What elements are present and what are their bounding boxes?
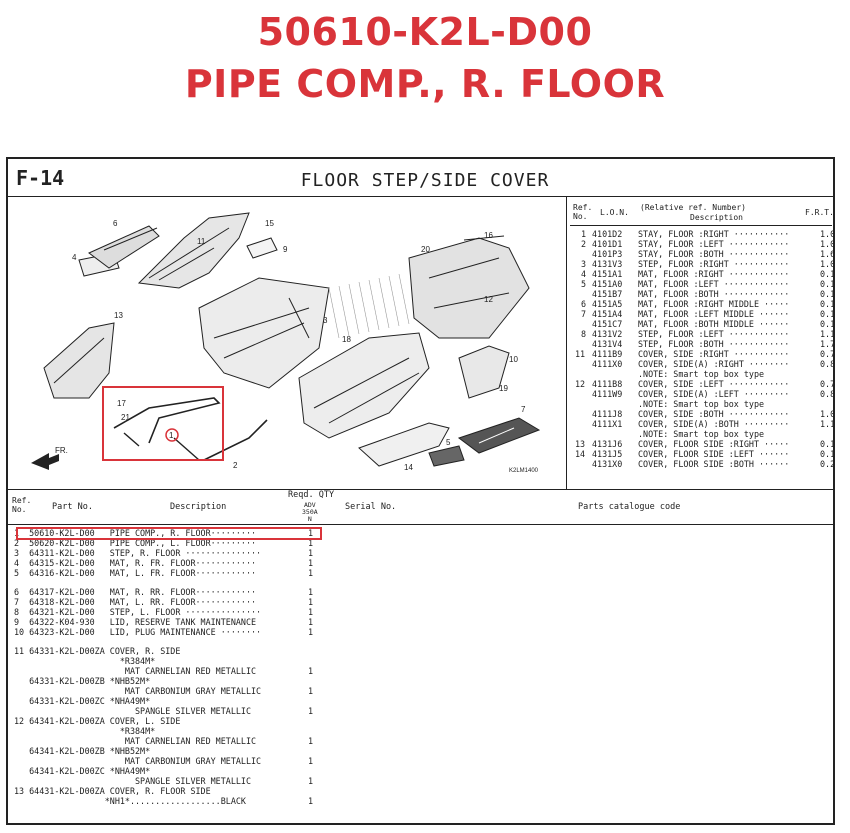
callout-12: 12 [484,295,493,304]
ref-row-description: MAT, FLOOR :RIGHT ············ [638,269,790,279]
ref-row-number: 2 [581,239,587,249]
parts-row-qty: 1 [308,666,314,676]
callout-15: 15 [265,219,274,228]
ref-row-lon: 4131V3 [592,259,623,269]
ref-row-number: 3 [581,259,587,269]
diagram-divider [8,489,833,490]
ref-row-description: STEP, FLOOR :RIGHT ··········· [638,259,790,269]
ref-row-description: COVER, FLOOR SIDE :LEFT ······ [638,449,790,459]
figure-code: F-14 [16,166,65,190]
ref-row-lon: 4111J8 [592,409,623,419]
parts-row: 64331-K2L-D00ZC *NHA49M* [14,696,151,706]
callout-11: 11 [197,237,206,246]
ref-row-description: STAY, FLOOR :BOTH ············ [638,249,790,259]
ref-row-frt: 0.8 [820,359,836,369]
ref-table-lon-header: L.O.N. [600,208,629,217]
ref-row-number: 6 [581,299,587,309]
ref-row-number: 4 [581,269,587,279]
callout-14: 14 [404,463,413,472]
selected-row-highlight [16,527,322,540]
parts-row: *NH1*..................BLACK [14,796,246,806]
figure-title: FLOOR STEP/SIDE COVER [300,170,550,191]
parts-row-qty: 1 [308,607,314,617]
ref-row-description: STAY, FLOOR :RIGHT ··········· [638,229,790,239]
ref-row-frt: 1.0 [820,409,836,419]
parts-partno-header: Part No. [52,502,93,512]
parts-row: *R384M* [14,726,156,736]
ref-row-description: MAT, FLOOR :LEFT MIDDLE ······ [638,309,790,319]
parts-row: 3 64311-K2L-D00 STEP, R. FLOOR ··············· [14,548,262,558]
ref-row-lon: 4101P3 [592,249,623,259]
callout-9: 9 [283,245,288,254]
parts-row-qty: 1 [308,568,314,578]
parts-row: 1 50610-K2L-D00 PIPE COMP., R. FLOOR········· [14,528,257,538]
callout-7: 7 [521,405,526,414]
ref-row-frt: 1.6 [820,249,836,259]
parts-row: 9 64322-K04-930 LID, RESERVE TANK MAINTENANCE [14,617,257,627]
ref-row-frt: 1.0 [820,239,836,249]
ref-row-number: 12 [575,379,586,389]
parts-row-qty: 1 [308,528,314,538]
parts-row: 7 64318-K2L-D00 MAT, L. RR. FLOOR············ [14,597,257,607]
ref-row-number: 8 [581,329,587,339]
callout-17: 17 [117,399,126,408]
ref-row-description: COVER, SIDE(A) :BOTH ········· [638,419,790,429]
ref-table-ref-header: Ref. No. [573,203,593,221]
ref-row-frt: 0.8 [820,389,836,399]
ref-row-frt: 0.1 [820,439,836,449]
ref-table-desc-top-header: (Relative ref. Number) [640,203,746,212]
ref-row-lon: 4111B9 [592,349,623,359]
parts-row: 2 50620-K2L-D00 PIPE COMP., L. FLOOR········· [14,538,257,548]
parts-row-qty: 1 [308,686,314,696]
ref-row-lon: 4101D2 [592,229,623,239]
parts-row: 64341-K2L-D00ZB *NHB52M* [14,746,151,756]
front-mark: FR. [55,446,68,455]
ref-row-description: COVER, SIDE(A) :LEFT ········· [638,389,790,399]
parts-ref-header: Ref. No. [12,496,32,514]
ref-table-frt-header: F.R.T. [805,208,834,217]
ref-row-lon: 4131J6 [592,439,623,449]
ref-row-number: 11 [575,349,586,359]
ref-row-lon: 4131V4 [592,339,623,349]
parts-row-qty: 1 [308,538,314,548]
ref-row-frt: 0.1 [820,279,836,289]
ref-row-description: STEP, FLOOR :LEFT ············ [638,329,790,339]
callout-1: 1 [169,431,174,440]
ref-row-frt: 0.1 [820,269,836,279]
ref-row-number: 14 [575,449,586,459]
ref-row-description: .NOTE: Smart top box type [638,429,765,439]
ref-row-lon: 4101D1 [592,239,623,249]
parts-row-qty: 1 [308,796,314,806]
ref-row-description: COVER, SIDE :BOTH ············ [638,409,790,419]
ref-row-lon: 4111X1 [592,419,623,429]
parts-row-qty: 1 [308,706,314,716]
ref-row-frt: 0.1 [820,449,836,459]
parts-row: SPANGLE SILVER METALLIC [14,776,251,786]
exploded-parts-diagram [9,198,565,488]
ref-row-frt: 0.2 [820,459,836,469]
ref-row-description: STEP, FLOOR :BOTH ············ [638,339,790,349]
ref-row-number: 13 [575,439,586,449]
ref-row-frt: 1.0 [820,229,836,239]
callout-13: 13 [114,311,123,320]
parts-row-qty: 1 [308,627,314,637]
parts-row: 12 64341-K2L-D00ZA COVER, L. SIDE [14,716,181,726]
callout-18: 18 [342,335,351,344]
parts-row: 5 64316-K2L-D00 MAT, L. FR. FLOOR············ [14,568,257,578]
ref-table-desc-header: Description [690,213,743,222]
callout-2: 2 [233,461,238,470]
parts-row: MAT CARBONIUM GRAY METALLIC [14,756,262,766]
parts-row: 4 64315-K2L-D00 MAT, R. FR. FLOOR············ [14,558,257,568]
parts-qty-header: Reqd. QTY [288,490,335,500]
parts-row: 64341-K2L-D00ZC *NHA49M* [14,766,151,776]
front-arrow-icon [31,453,59,470]
ref-row-lon: 4111X0 [592,359,623,369]
ref-row-lon: 4111W9 [592,389,623,399]
parts-row-qty: 1 [308,776,314,786]
ref-row-lon: 4151A5 [592,299,623,309]
ref-row-description: COVER, FLOOR SIDE :RIGHT ····· [638,439,790,449]
ref-row-lon: 4151A0 [592,279,623,289]
ref-row-lon: 4151A1 [592,269,623,279]
ref-row-lon: 4151C7 [592,319,623,329]
parts-row-qty: 1 [308,756,314,766]
ref-row-frt: 0.7 [820,379,836,389]
ref-row-frt: 1.1 [820,329,836,339]
parts-row: MAT CARNELIAN RED METALLIC [14,736,257,746]
parts-serial-header: Serial No. [345,502,397,512]
ref-row-frt: 0.1 [820,319,836,329]
ref-row-number: 1 [581,229,587,239]
callout-3: 3 [323,316,328,325]
parts-catalogue-header: Parts catalogue code [578,502,681,512]
ref-row-frt: 0.1 [820,299,836,309]
ref-row-description: COVER, SIDE :RIGHT ··········· [638,349,790,359]
ref-row-frt: 0.1 [820,309,836,319]
callout-10: 10 [509,355,518,364]
ref-table-divider [566,196,567,489]
parts-desc-header: Description [170,502,227,512]
ref-table-header-rule [570,225,832,226]
ref-row-lon: 4131J5 [592,449,623,459]
ref-row-lon: 4131V2 [592,329,623,339]
parts-row: *R384M* [14,656,156,666]
callout-6: 6 [113,219,118,228]
ref-row-description: MAT, FLOOR :BOTH MIDDLE ······ [638,319,790,329]
ref-row-frt: 1.7 [820,339,836,349]
title-divider [8,196,833,197]
ref-row-description: COVER, SIDE :LEFT ············ [638,379,790,389]
parts-row: 10 64323-K2L-D00 LID, PLUG MAINTENANCE ········ [14,627,262,637]
ref-row-lon: 4111B8 [592,379,623,389]
parts-row-qty: 1 [308,597,314,607]
callout-16: 16 [484,231,493,240]
parts-row-qty: 1 [308,587,314,597]
parts-row: MAT CARNELIAN RED METALLIC [14,666,257,676]
ref-row-lon: 4151A4 [592,309,623,319]
part-number-title: 50610-K2L-D00 [257,10,593,54]
parts-row: MAT CARBONIUM GRAY METALLIC [14,686,262,696]
callout-19: 19 [499,384,508,393]
parts-row: 8 64321-K2L-D00 STEP, L. FLOOR ··············· [14,607,262,617]
parts-row-qty: 1 [308,736,314,746]
ref-row-frt: 1.0 [820,259,836,269]
ref-row-description: COVER, FLOOR SIDE :BOTH ······ [638,459,790,469]
parts-row-qty: 1 [308,558,314,568]
parts-row: 13 64431-K2L-D00ZA COVER, R. FLOOR SIDE [14,786,211,796]
ref-row-description: MAT, FLOOR :BOTH ············· [638,289,790,299]
callout-20: 20 [421,245,430,254]
ref-row-frt: 1.1 [820,419,836,429]
callout-21: 21 [121,413,130,422]
parts-row-qty: 1 [308,548,314,558]
parts-row: 11 64331-K2L-D00ZA COVER, R. SIDE [14,646,181,656]
parts-row: 6 64317-K2L-D00 MAT, R. RR. FLOOR············ [14,587,257,597]
ref-row-description: .NOTE: Smart top box type [638,369,765,379]
parts-header-rule [8,524,833,525]
ref-row-description: MAT, FLOOR :RIGHT MIDDLE ····· [638,299,790,309]
ref-row-description: STAY, FLOOR :LEFT ············ [638,239,790,249]
ref-row-lon: 4151B7 [592,289,623,299]
ref-row-number: 5 [581,279,587,289]
ref-row-frt: 0.1 [820,289,836,299]
ref-row-frt: 0.7 [820,349,836,359]
parts-row-qty: 1 [308,617,314,627]
parts-qty-model-header: ADV 350A N [302,501,318,523]
callout-5: 5 [446,438,451,447]
parts-row: 64331-K2L-D00ZB *NHB52M* [14,676,151,686]
ref-row-description: .NOTE: Smart top box type [638,399,765,409]
ref-row-description: MAT, FLOOR :LEFT ············· [638,279,790,289]
callout-4: 4 [72,253,77,262]
parts-row: SPANGLE SILVER METALLIC [14,706,251,716]
ref-row-description: COVER, SIDE(A) :RIGHT ········ [638,359,790,369]
ref-row-number: 7 [581,309,587,319]
diagram-code: K2LM1400 [509,468,539,474]
ref-row-lon: 4131X0 [592,459,623,469]
part-name-title: PIPE COMP., R. FLOOR [184,62,666,106]
